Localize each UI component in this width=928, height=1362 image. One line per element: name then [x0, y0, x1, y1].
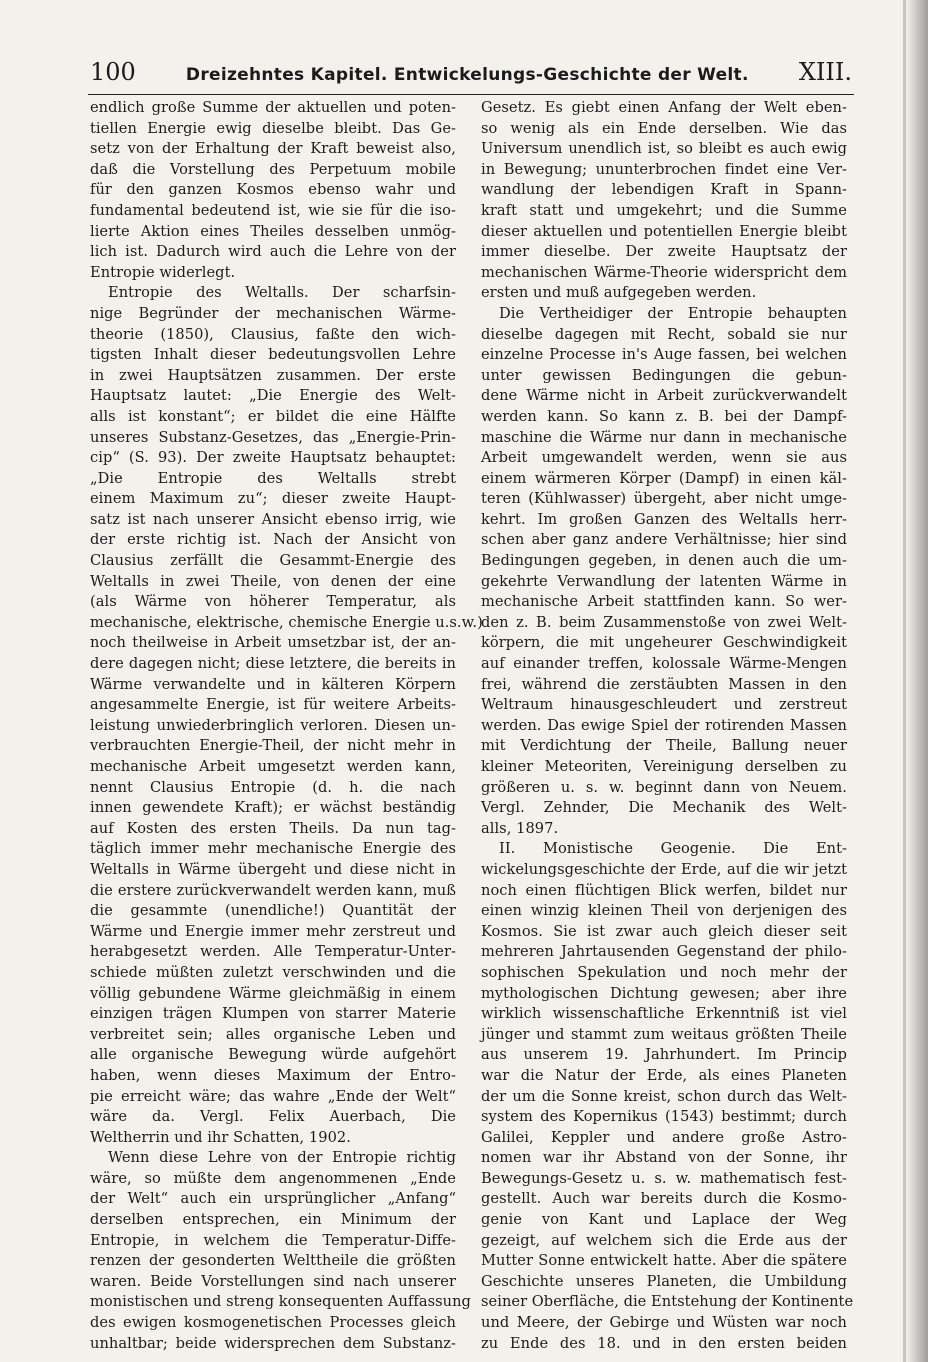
text-line: die gesammte (unendliche!) Quantität der: [90, 902, 456, 920]
text-line: schen aber ganz andere Verhältnisse; hier sind: [481, 531, 847, 549]
text-line: wirklich wissenschaftliche Erkenntniß ist viel: [481, 1005, 847, 1023]
text-line: kraft statt und umgekehrt; und die Summe: [481, 201, 847, 219]
text-line: Hauptsatz lautet: „Die Energie des Welt-: [90, 387, 456, 405]
text-line: der um die Sonne kreist, schon durch das Welt-: [481, 1087, 847, 1105]
text-line: einem wärmeren Körper (Dampf) in einen käl-: [481, 469, 847, 487]
text-line: noch theilweise in Arbeit umsetzbar ist, der an-: [90, 634, 456, 652]
text-line: mechanischen Wärme-Theorie widerspricht dem: [481, 263, 847, 281]
text-line: für den ganzen Kosmos ebenso wahr und: [90, 181, 456, 199]
text-line: verbrauchten Energie-Theil, der nicht mehr in: [90, 737, 456, 755]
page-spine-line: [903, 0, 906, 1362]
text-line: leistung unwiederbringlich verloren. Diesen un-: [90, 716, 456, 734]
left-text-column: [90, 98, 483, 1352]
text-line: Weltalls in Wärme übergeht und diese nicht in: [90, 860, 456, 878]
text-line: Vergl. Zehnder, Die Mechanik des Welt-: [481, 799, 847, 817]
text-line: Universum unendlich ist, so bleibt es auch ewig: [481, 140, 847, 158]
text-line: angesammelte Energie, ist für weitere Arbeits-: [90, 696, 456, 714]
text-line: II. Monistische Geogenie. Die Ent-: [499, 840, 847, 858]
text-line: Geschichte unseres Planeten, die Umbildung: [481, 1272, 847, 1290]
text-line: Wärme und Energie immer mehr zerstreut und: [90, 922, 456, 940]
text-line: gekehrte Verwandlung der latenten Wärme in: [481, 572, 847, 590]
text-line: ersten und muß aufgegeben werden.: [481, 284, 757, 302]
text-line: sophischen Spekulation und noch mehr der: [481, 963, 847, 981]
text-line: die erstere zurückverwandelt werden kann, muß: [90, 881, 456, 899]
text-line: renzen der gesonderten Welttheile die größten: [90, 1252, 456, 1270]
text-line: satz ist nach unserer Ansicht ebenso irrig, wie: [90, 510, 456, 528]
text-line: Mutter Sonne entwickelt hatte. Aber die spätere: [481, 1252, 847, 1270]
page-header: [90, 58, 852, 92]
text-line: jünger und stammt zum weitaus größten Theile: [481, 1025, 847, 1043]
text-line: unhaltbar; beide widersprechen dem Substanz-: [90, 1334, 456, 1352]
chapter-number: XIII.: [798, 58, 852, 86]
text-line: fundamental bedeutend ist, wie sie für die iso-: [90, 201, 456, 219]
text-line: nomen war ihr Abstand von der Sonne, ihr: [481, 1149, 847, 1167]
text-line: des ewigen kosmogenetischen Processes gleich: [90, 1314, 456, 1332]
text-line: und Meere, der Gebirge und Wüsten war noch: [481, 1314, 847, 1332]
page-number: 100: [90, 58, 136, 86]
text-line: war die Natur der Erde, als eines Planeten: [481, 1066, 847, 1084]
text-line: genie von Kant und Laplace der Weg: [481, 1211, 847, 1229]
running-title: Dreizehntes Kapitel. Entwickelungs-Geschichte der Welt.: [185, 65, 749, 85]
text-line: gestellt. Auch war bereits durch die Kosmo-: [481, 1190, 847, 1208]
text-line: alls, 1897.: [481, 819, 559, 837]
text-line: der Welt“ auch ein ursprünglicher „Anfang“: [90, 1190, 456, 1208]
text-line: lierte Aktion eines Theiles desselben unmög-: [90, 222, 456, 240]
text-line: mit Verdichtung der Theile, Ballung neuer: [481, 737, 847, 755]
text-line: immer dieselbe. Der zweite Hauptsatz der: [481, 243, 847, 261]
text-line: herabgesetzt werden. Alle Temperatur-Unter-: [90, 943, 456, 961]
text-line: innen gewendete Kraft); er wächst beständig: [90, 799, 456, 817]
text-line: aus unserem 19. Jahrhundert. Im Princip: [481, 1046, 847, 1064]
text-line: seiner Oberfläche, die Entstehung der Kontinente: [481, 1293, 854, 1311]
text-line: theorie (1850), Clausius, faßte den wich-: [90, 325, 456, 343]
text-line: dene Wärme nicht in Arbeit zurückverwandelt: [481, 387, 847, 405]
text-line: mehreren Jahrtausenden Gegenstand der philo-: [481, 943, 847, 961]
text-line: werden. Das ewige Spiel der rotirenden Massen: [481, 716, 847, 734]
text-line: maschine die Wärme nur dann in mechanische: [481, 428, 847, 446]
text-line: schiede müßten zuletzt verschwinden und die: [90, 963, 456, 981]
text-line: unter gewissen Bedingungen die gebun-: [481, 366, 847, 384]
text-line: dieselbe dagegen mit Recht, sobald sie nur: [481, 325, 847, 343]
text-line: mythologischen Dichtung gewesen; aber ihre: [481, 984, 847, 1002]
text-line: daß die Vorstellung des Perpetuum mobile: [90, 160, 456, 178]
text-line: setz von der Erhaltung der Kraft beweist also,: [90, 140, 456, 158]
text-line: cip“ (S. 93). Der zweite Hauptsatz behauptet:: [90, 449, 456, 467]
text-line: teren (Kühlwasser) übergeht, aber nicht umge-: [481, 490, 847, 508]
text-line: einzigen trägen Klumpen von starrer Materie: [90, 1005, 456, 1023]
header-rule: [88, 94, 854, 95]
text-line: auf einander treffen, kolossale Wärme-Mengen: [481, 655, 847, 673]
text-line: nige Begründer der mechanischen Wärme-: [90, 304, 456, 322]
text-line: kehrt. Im großen Ganzen des Weltalls herr-: [481, 510, 847, 528]
right-text-column: [481, 98, 854, 1352]
text-line: frei, während die zerstäubten Massen in den: [481, 675, 847, 693]
text-line: Entropie, in welchem die Temperatur-Diffe-: [90, 1231, 456, 1249]
text-line: Kosmos. Sie ist zwar auch gleich dieser seit: [481, 922, 847, 940]
text-line: wäre, so müßte dem angenommenen „Ende: [90, 1169, 456, 1187]
text-line: system des Kopernikus (1543) bestimmt; durch: [481, 1108, 847, 1126]
text-line: Entropie des Weltalls. Der scharfsin-: [108, 284, 456, 302]
text-line: alls ist konstant“; er bildet die eine Hälfte: [90, 407, 456, 425]
text-line: Die Vertheidiger der Entropie behaupten: [499, 304, 847, 322]
text-line: haben, wenn dieses Maximum der Entro-: [90, 1066, 456, 1084]
text-line: tigsten Inhalt dieser bedeutungsvollen Lehre: [90, 346, 456, 364]
text-line: wäre da. Vergl. Felix Auerbach, Die: [90, 1108, 456, 1126]
text-line: Galilei, Keppler und andere große Astro-: [481, 1128, 847, 1146]
text-line: täglich immer mehr mechanische Energie des: [90, 840, 456, 858]
text-line: werden kann. So kann z. B. bei der Dampf-: [481, 407, 847, 425]
text-line: kleiner Meteoriten, Vereinigung derselben zu: [481, 758, 847, 775]
text-line: mechanische Arbeit stattfinden kann. So wer-: [481, 593, 847, 611]
text-line: Bedingungen gegeben, in denen auch die um-: [481, 552, 847, 570]
text-line: endlich große Summe der aktuellen und poten-: [90, 99, 456, 116]
text-line: Wenn diese Lehre von der Entropie richtig: [108, 1149, 456, 1167]
text-line: mechanische, elektrische, chemische Energie u.s.w.): [90, 613, 483, 631]
text-line: mechanische Arbeit umgesetzt werden kann,: [90, 758, 456, 775]
text-line: (als Wärme von höherer Temperatur, als: [90, 593, 456, 611]
text-line: in Bewegung; ununterbrochen findet eine Ver-: [481, 160, 847, 178]
text-line: der erste richtig ist. Nach der Ansicht von: [90, 531, 456, 549]
text-line: den z. B. beim Zusammenstoße von zwei Welt-: [481, 613, 847, 631]
text-line: derselben entsprechen, ein Minimum der: [90, 1211, 456, 1229]
text-line: gezeigt, auf welchem sich die Erde aus der: [481, 1231, 847, 1249]
text-line: körpern, die mit ungeheurer Geschwindigkeit: [481, 634, 847, 652]
text-line: wickelungsgeschichte der Erde, auf die wir jetzt: [481, 860, 847, 878]
text-line: tiellen Energie ewig dieselbe bleibt. Das Ge-: [90, 119, 456, 137]
text-line: Clausius zerfällt die Gesammt-Energie des: [90, 552, 456, 570]
text-line: Weltalls in zwei Theile, von denen der eine: [90, 572, 456, 590]
text-line: wandlung der lebendigen Kraft in Spann-: [481, 181, 847, 199]
text-line: Arbeit umgewandelt werden, wenn sie aus: [481, 449, 847, 467]
text-line: verbreitet sein; alles organische Leben und: [90, 1025, 456, 1043]
text-line: einem Maximum zu“; dieser zweite Haupt-: [90, 490, 456, 508]
text-line: waren. Beide Vorstellungen sind nach unserer: [90, 1272, 456, 1290]
text-line: Weltraum hinausgeschleudert und zerstreut: [481, 696, 847, 714]
page-edge-shadow: [906, 0, 928, 1362]
text-line: Entropie widerlegt.: [90, 263, 236, 281]
text-line: unseres Substanz-Gesetzes, das „Energie-Prin-: [90, 428, 456, 446]
text-line: einzelne Processe in's Auge fassen, bei welchen: [481, 346, 847, 364]
text-line: größeren u. s. w. beginnt dann von Neuem.: [481, 778, 847, 796]
text-line: Wärme verwandelte und in kälteren Körpern: [90, 675, 456, 693]
text-line: auf Kosten des ersten Theils. Da nun tag-: [90, 819, 456, 837]
text-line: so wenig als ein Ende derselben. Wie das: [481, 119, 847, 137]
text-line: monistischen und streng konsequenten Auffassung: [90, 1293, 471, 1311]
text-line: „Die Entropie des Weltalls strebt: [90, 469, 456, 487]
text-line: lich ist. Dadurch wird auch die Lehre von der: [90, 243, 456, 261]
text-line: Bewegungs-Gesetz u. s. w. mathematisch fest-: [481, 1169, 847, 1187]
text-line: einen winzig kleinen Theil von derjenigen des: [481, 902, 847, 920]
text-line: dieser aktuellen und potentiellen Energie bleibt: [481, 222, 847, 240]
text-line: zu Ende des 18. und in den ersten beiden: [481, 1334, 847, 1352]
text-line: noch einen flüchtigen Blick werfen, bildet nur: [481, 881, 847, 899]
text-line: alle organische Bewegung würde aufgehört: [90, 1046, 456, 1064]
text-line: Gesetz. Es giebt einen Anfang der Welt eben-: [481, 99, 847, 116]
text-line: pie erreicht wäre; das wahre „Ende der Welt“: [90, 1087, 456, 1105]
text-line: Weltherrin und ihr Schatten, 1902.: [90, 1128, 351, 1146]
text-line: in zwei Hauptsätzen zusammen. Der erste: [90, 366, 456, 384]
text-line: nennt Clausius Entropie (d. h. die nach: [90, 778, 456, 796]
text-line: völlig gebundene Wärme gleichmäßig in einem: [90, 984, 456, 1002]
text-line: dere dagegen nicht; diese letztere, die bereits in: [90, 655, 456, 673]
